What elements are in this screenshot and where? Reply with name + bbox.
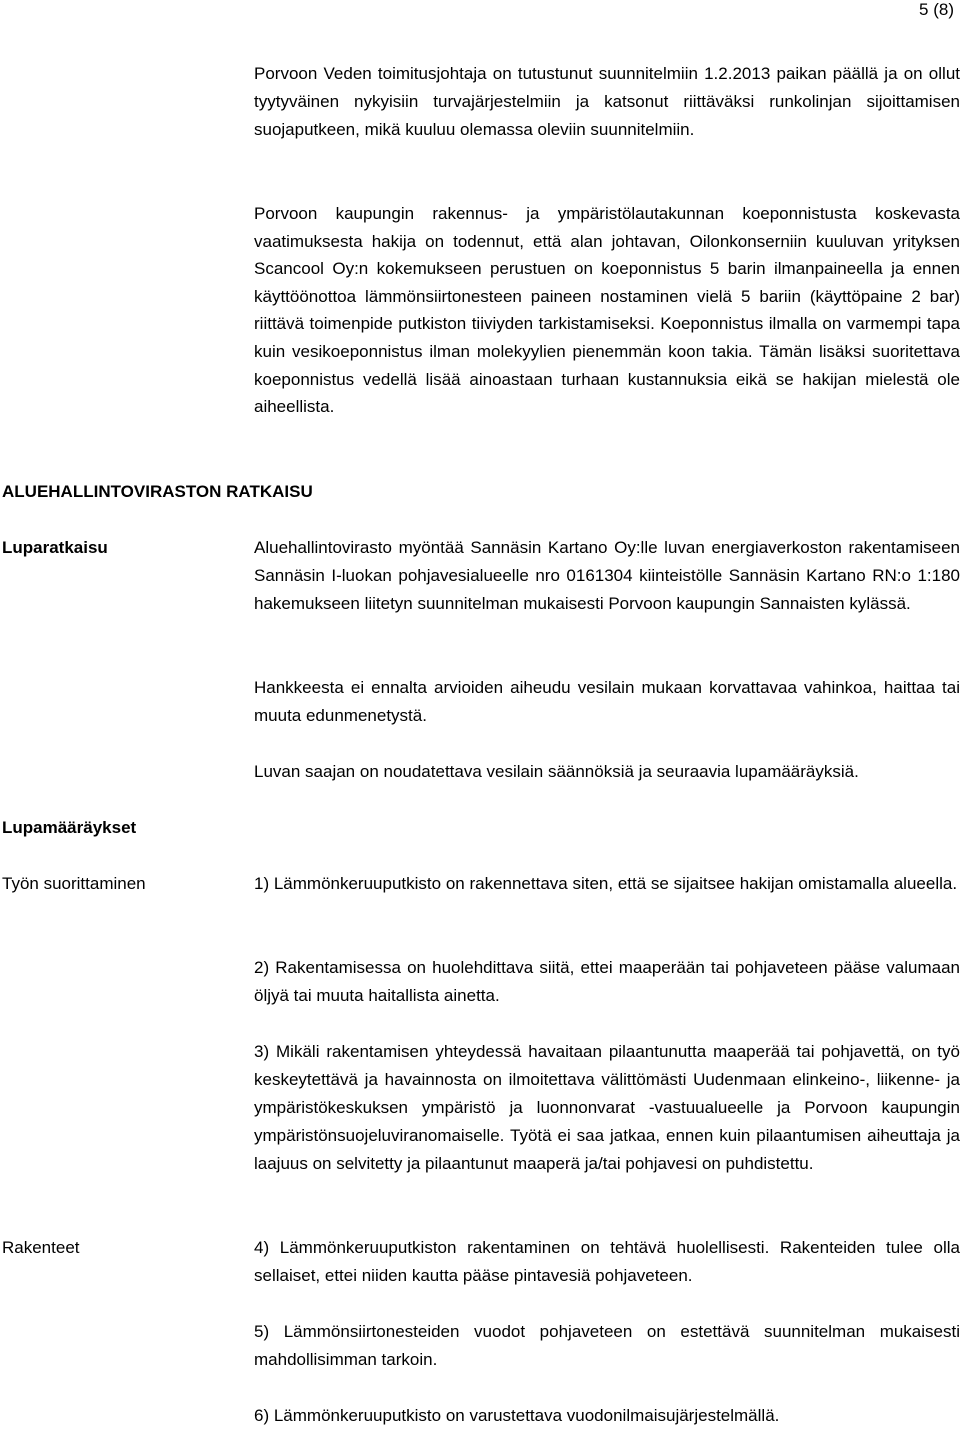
condition-1: 1) Lämmönkeruuputkisto on rakennettava siten, että se sijaitsee hakijan omistamalla alueella. (254, 874, 958, 893)
decision-paragraph-2: Hankkeesta ei ennalta arvioiden aiheudu vesilain mukaan korvattavaa vahinkoa, haittaa tai muuta edunmenetystä. (254, 678, 960, 725)
decision-paragraph-3: Luvan saajan on noudatettava vesilain säännöksiä ja seuraavia lupamääräyksiä. (254, 762, 859, 781)
label-tyon-suorittaminen: Työn suorittaminen (2, 874, 146, 893)
label-rakenteet: Rakenteet (2, 1238, 80, 1257)
condition-5: 5) Lämmönsiirtonesteiden vuodot pohjaveteen on estettävä suunnitelman mukaisesti mahdollisimman tarkoin. (254, 1322, 960, 1369)
label-luparatkaisu: Luparatkaisu (2, 538, 108, 557)
intro-paragraph-2: Porvoon kaupungin rakennus- ja ympäristölautakunnan koeponnistusta koskevasta vaatimuksesta hakija on todennut, että alan johtavan, Oilonkonserniin kuuluvan yrityksen Scancool Oy:n kokemukseen perustuen on koeponnistus 5 barin ilmanpaineella ja ennen käyttöönottoa lämmönsiirtonesteen paineen nostaminen vielä 5 bariin (käyttöpaine 2 bar) riittävä toimenpide putkiston tiiviyden tarkistamiseksi. Koeponnistus ilmalla on varmempi tapa kuin vesikoeponnistus ilman molekyylien pienemmän koon takia. Tämän lisäksi suoritettava koeponnistus vedellä lisää ainoastaan turhaan kustannuksia eikä se hakijan mielestä ole aiheellista. (254, 204, 960, 417)
condition-2: 2) Rakentamisessa on huolehdittava siitä, ettei maaperään tai pohjaveteen pääse valumaan öljyä tai muuta haitallista ainetta. (254, 958, 960, 1005)
decision-paragraph-1: Aluehallintovirasto myöntää Sannäsin Kartano Oy:lle luvan energiaverkoston rakentamiseen Sannäsin I-luokan pohjavesialueelle nro 0161304 kiinteistölle Sannäsin Kartano RN:o 1:180 hakemukseen liitetyn suunnitelman mukaisesti Porvoon kaupungin Sannaisten kylässä. (254, 538, 960, 613)
condition-4: 4) Lämmönkeruuputkiston rakentaminen on tehtävä huolellisesti. Rakenteiden tulee olla sellaiset, ettei niiden kautta pääse pintavesiä pohjaveteen. (254, 1238, 960, 1285)
condition-3: 3) Mikäli rakentamisen yhteydessä havaitaan pilaantunutta maaperää tai pohjavettä, on työ keskeytettävä ja havainnosta on ilmoitettava välittömästi Uudenmaan elinkeino-, liikenne- ja ympäristökeskuksen ympäristö ja luonnonvarat -vastuualueelle ja Porvoon kaupungin ympäristönsuojeluviranomaiselle. Työtä ei saa jatkaa, ennen kuin pilaantumisen aiheuttaja ja laajuus on selvitetty ja pilaantunut maaperä ja/tai pohjavesi on puhdistettu. (254, 1042, 960, 1173)
condition-6: 6) Lämmönkeruuputkisto on varustettava vuodonilmaisujärjestelmällä. (254, 1406, 780, 1425)
intro-paragraph-1: Porvoon Veden toimitusjohtaja on tutustunut suunnitelmiin 1.2.2013 paikan päällä ja on ollut tyytyväinen nykyisiin turvajärjestelmiin ja katsonut riittäväksi runkolinjan sijoittamisen suojaputkeen, mikä kuuluu olemassa oleviin suunnitelmiin. (254, 64, 960, 139)
page-number: 5 (8) (919, 0, 954, 19)
label-lupamaaraykset: Lupamääräykset (2, 818, 137, 837)
section-heading: ALUEHALLINTOVIRASTON RATKAISU (2, 482, 313, 501)
